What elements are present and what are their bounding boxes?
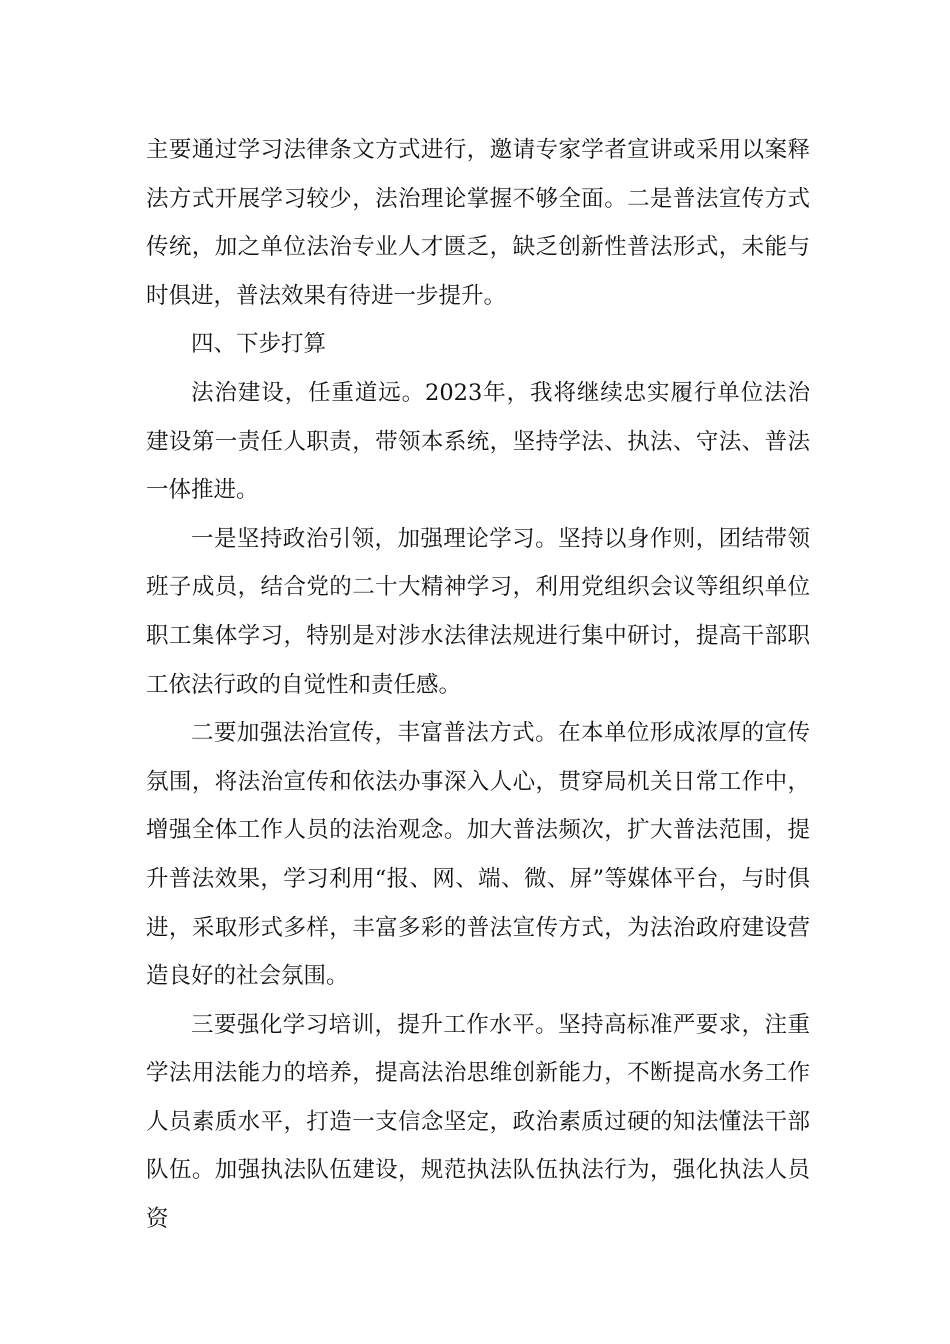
document-body bbox=[146, 126, 810, 1244]
paragraph-point-one: 一是坚持政治引领，加强理论学习。坚持以身作则，团结带领班子成员，结合党的二十大精神学习，利用党组织会议等组织单位职工集体学习，特别是对涉水法律法规进行集中研讨，提高干部职工依法行政的自觉性和责任感。 bbox=[146, 525, 810, 698]
paragraph-intro: 法治建设，任重道远。2023年，我将继续忠实履行单位法治建设第一责任人职责，带领本系统，坚持学法、执法、守法、普法一体推进。 bbox=[146, 379, 810, 504]
paragraph-point-three: 三要强化学习培训，提升工作水平。坚持高标准严要求，注重学法用法能力的培养，提高法治思维创新能力，不断提高水务工作人员素质水平，打造一支信念坚定，政治素质过硬的知法懂法干部队伍。加强执法队伍建设，规范执法队伍执法行为，强化执法人员资 bbox=[146, 1011, 810, 1233]
section-heading: 四、下步打算 bbox=[191, 331, 327, 358]
paragraph-point-two: 二要加强法治宣传，丰富普法方式。在本单位形成浓厚的宣传氛围，将法治宣传和依法办事深入人心，贯穿局机关日常工作中，增强全体工作人员的法治观念。加大普法频次，扩大普法范围，提升普法效果，学习利用“报、网、端、微、屏”等媒体平台，与时俱进，采取形式多样，丰富多彩的普法宣传方式，为法治政府建设营造良好的社会氛围。 bbox=[146, 720, 810, 990]
paragraph-continuation: 主要通过学习法律条文方式进行，邀请专家学者宣讲或采用以案释法方式开展学习较少，法治理论掌握不够全面。二是普法宣传方式传统，加之单位法治专业人才匮乏，缺乏创新性普法形式，未能与时俱进，普法效果有待进一步提升。 bbox=[146, 137, 810, 309]
